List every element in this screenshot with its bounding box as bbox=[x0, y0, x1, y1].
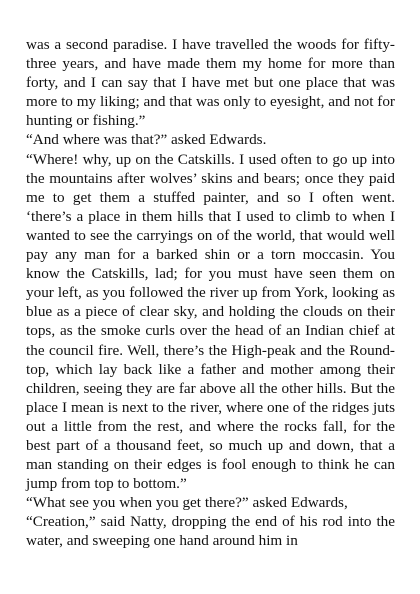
paragraph: “What see you when you get there?” asked Edwards, bbox=[26, 494, 348, 512]
paragraph: “Where! why, up on the Catskills. I used often to go up into the mountains after wolves’ skins and bears; once they paid me to get them a stuffed painter, and so I often went. ‘there’s a place in them hills that I used to climb to when I wanted to see the carryings on of the world, that would well pay any man for a barked shin or a torn moccasin. You know the Catskills, lad; for you must have seen them on your left, as you followed the river up from York, looking as blue as a piece of clear sky, and holding the clouds on their tops, as the smoke curls over the head of an Indian chief at the council fire. Well, there’s the High-peak and the Round-top, which lay back like a father and mother among their children, seeing they are far above all the other hills. But the place I mean is next to the river, where one of the ridges juts out a little from the rest, and where the rocks fall, for the best part of a thousand feet, so much up and down, that a man standing on their edges is fool enough to think he can jump from top to bottom.” bbox=[26, 150, 395, 493]
paragraph: “Creation,” said Natty, dropping the end of his rod into the water, and sweeping one hand around him in bbox=[26, 513, 395, 550]
paragraph: was a second paradise. I have travelled the woods for fifty-three years, and have made them my home for more than forty, and I can say that I have met but one place that was more to my liking; and that was only to eyesight, and not for hunting or fishing.” bbox=[26, 36, 395, 130]
paragraph: “And where was that?” asked Edwards. bbox=[26, 131, 267, 149]
page-text bbox=[26, 35, 395, 551]
